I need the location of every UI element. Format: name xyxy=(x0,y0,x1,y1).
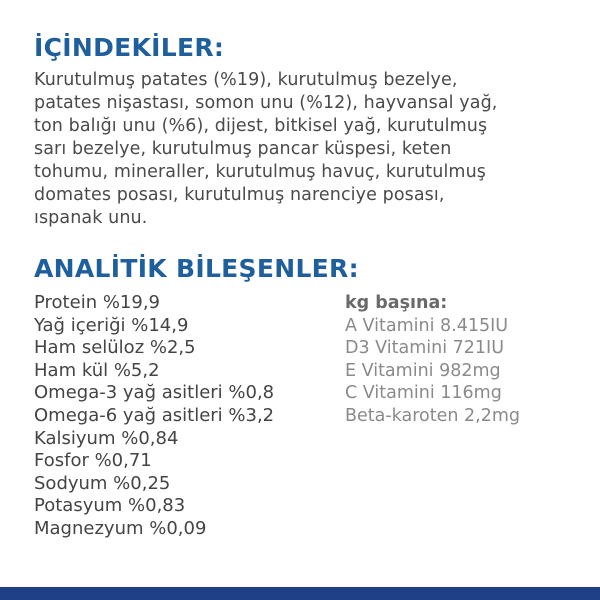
composition-item: Magnezyum %0,09 xyxy=(34,517,207,539)
ingredients-line: ton balığı unu (%6), dijest, bitkisel yağ, kurutulmuş xyxy=(34,116,488,136)
composition-item: Protein %19,9 xyxy=(34,292,160,313)
ingredients-line: tohumu, mineraller, kurutulmuş havuç, kurutulmuş xyxy=(34,162,486,182)
vitamin-item: A Vitamini 8.415IU xyxy=(345,315,509,336)
composition-item: Ham kül %5,2 xyxy=(34,359,160,381)
composition-item: Sodyum %0,25 xyxy=(34,472,171,494)
ingredients-line: ıspanak unu. xyxy=(34,208,148,228)
composition-list xyxy=(34,292,274,541)
composition-item: Ham selüloz %2,5 xyxy=(34,337,196,359)
per-kg-heading: kg başına: xyxy=(345,293,448,313)
ingredients-heading: İÇİNDEKİLER: xyxy=(34,33,225,62)
vitamin-item: C Vitamini 116mg xyxy=(345,383,502,404)
composition-item: Potasyum %0,83 xyxy=(34,495,186,517)
vitamin-item: E Vitamini 982mg xyxy=(345,360,501,381)
ingredients-line: Kurutulmuş patates (%19), kurutulmuş bezelye, xyxy=(34,70,458,90)
vitamin-item: D3 Vitamini 721IU xyxy=(345,338,505,359)
ingredients-paragraph xyxy=(34,69,582,230)
composition-item: Fosfor %0,71 xyxy=(34,450,152,472)
ingredients-line: patates nişastası, somon unu (%12), hayvansal yağ, xyxy=(34,93,498,113)
vitamin-item: Beta-karoten 2,2mg xyxy=(345,405,521,426)
ingredients-line: domates posası, kurutulmuş narenciye posası, xyxy=(34,185,445,205)
bottom-accent-bar xyxy=(0,587,600,600)
analytic-components-heading: ANALİTİK BİLEŞENLER: xyxy=(34,254,359,283)
vitamin-list xyxy=(345,292,520,428)
ingredients-line: sarı bezelye, kurutulmuş pancar küspesi, keten xyxy=(34,139,452,159)
composition-item: Yağ içeriği %14,9 xyxy=(34,314,189,336)
composition-item: Omega-3 yağ asitleri %0,8 xyxy=(34,382,275,404)
composition-item: Kalsiyum %0,84 xyxy=(34,427,179,449)
composition-item: Omega-6 yağ asitleri %3,2 xyxy=(34,404,275,426)
